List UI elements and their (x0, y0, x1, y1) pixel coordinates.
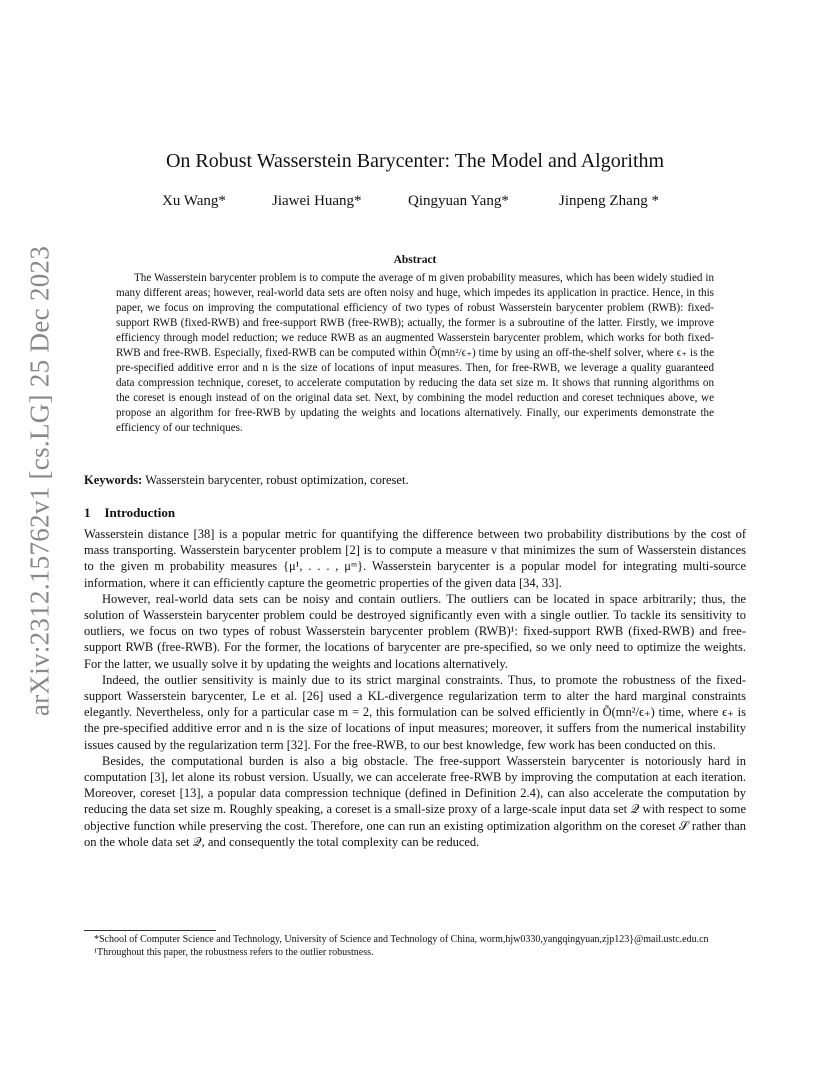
section-number: 1 (84, 505, 91, 520)
paragraph-2: However, real-world data sets can be noisy and contain outliers. The outliers can be located in space arbitrarily; thus, the solution of Wasserstein barycenter problem could be destroyed significantly even with a single outlier. To tackle its sensitivity to outliers, we focus on two types of robust Wasserstein barycenter problem (RWB)¹: fixed-support RWB (fixed-RWB) and free-support RWB (free-RWB). For the former, the locations of barycenter are pre-specified, so we only need to optimize the weights. For the latter, we usually solve it by updating the weights and locations alternatively. (84, 591, 746, 671)
author-4: Jinpeng Zhang * (559, 193, 659, 209)
arxiv-identifier-stamp (22, 245, 58, 717)
section-title: Introduction (104, 505, 176, 520)
footnote-1: ¹Throughout this paper, the robustness refers to the outlier robustness. (94, 947, 374, 958)
paragraph-3: Indeed, the outlier sensitivity is mainly due to its strict marginal constraints. Thus, to promote the robustness of the fixed-support Wasserstein barycenter, Le et al. [26] used a KL-divergence regularization term to alter the hard marginal constraints elegantly. Nevertheless, only for a particular case m = 2, this formulation can be solved efficiently in Õ(mn²/ϵ₊) time, where ϵ₊ is the pre-specified additive error and n is the size of locations of input measures; moreover, it suffers from the numerical instability issues caused by the regularization term [32]. For the free-RWB, to our best knowledge, few work has been conducted on this. (84, 672, 746, 752)
abstract-text: The Wasserstein barycenter problem is to compute the average of m given probability measures, which has been widely studied in many different areas; however, real-world data sets are often noisy and huge, which impedes its application in practice. Hence, in this paper, we focus on improving the computational efficiency of two types of robust Wasserstein barycenter problem (RWB): fixed-support RWB (fixed-RWB) and free-support RWB (free-RWB); actually, the former is a subroutine of the latter. Firstly, we improve efficiency through model reduction; we reduce RWB as an augmented Wasserstein barycenter problem, which works for both fixed-RWB and free-RWB. Especially, fixed-RWB can be computed within Õ(mn²/ϵ₊) time by using an off-the-shelf solver, where ϵ₊ is the pre-specified additive error and n is the size of locations of input measures. Then, for free-RWB, we leverage a quality guaranteed data compression technique, coreset, to accelerate computation by reducing the data set size m. It shows that running algorithms on the coreset is enough instead of on the original data set. Next, by combining the model reduction and coreset techniques above, we propose an algorithm for free-RWB by updating the weights and locations alternatively. Finally, our experiments demonstrate the efficiency of our techniques. (116, 272, 714, 435)
paragraph-1: Wasserstein distance [38] is a popular metric for quantifying the difference between two probability distributions by the cost of mass transporting. Wasserstein barycenter problem [2] is to compute a measure ν that minimizes the sum of Wasserstein distances to the given m probability measures {μ¹, . . . , μᵐ}. Wasserstein barycenter is a popular model for integrating multi-source information, where it can efficiently capture the geometric properties of the given data [34, 33]. (84, 527, 746, 590)
section-heading-introduction (84, 505, 175, 521)
paragraph-4: Besides, the computational burden is also a big obstacle. The free-support Wasserstein barycenter is notoriously hard in computation [3], let alone its robust version. Usually, we can accelerate free-RWB by improving the computation at each iteration. Moreover, coreset [13], a popular data compression technique (defined in Definition 2.4), can also accelerate the computation by reducing the data set size m. Roughly speaking, a coreset is a small-size proxy of a large-scale input data set 𝒬 with respect to some objective function while preserving the cost. Therefore, one can run an existing optimization algorithm on the coreset 𝒮 rather than on the whole data set 𝒬, and consequently the total complexity can be reduced. (84, 753, 746, 849)
arxiv-id-text: arXiv:2312.15762v1 [cs.LG] 25 Dec 2023 (24, 245, 55, 717)
footnote-rule (84, 930, 216, 931)
paper-title: On Robust Wasserstein Barycenter: The Model and Algorithm (165, 150, 665, 172)
keywords-text: Wasserstein barycenter, robust optimization, coreset. (145, 473, 409, 487)
author-2: Jiawei Huang* (272, 193, 362, 209)
keywords (84, 473, 746, 488)
introduction-body (84, 526, 746, 850)
abstract-body (116, 271, 714, 437)
author-1: Xu Wang* (162, 193, 226, 209)
footnotes (84, 933, 746, 959)
keywords-label: Keywords: (84, 473, 143, 487)
abstract-heading: Abstract (393, 254, 437, 266)
author-3: Qingyuan Yang* (408, 193, 509, 209)
footnote-affiliation: *School of Computer Science and Technology, University of Science and Technology of China, worm,hjw0330,yangqingyuan,zjp123}@mail.ustc.edu.cn (94, 934, 709, 945)
